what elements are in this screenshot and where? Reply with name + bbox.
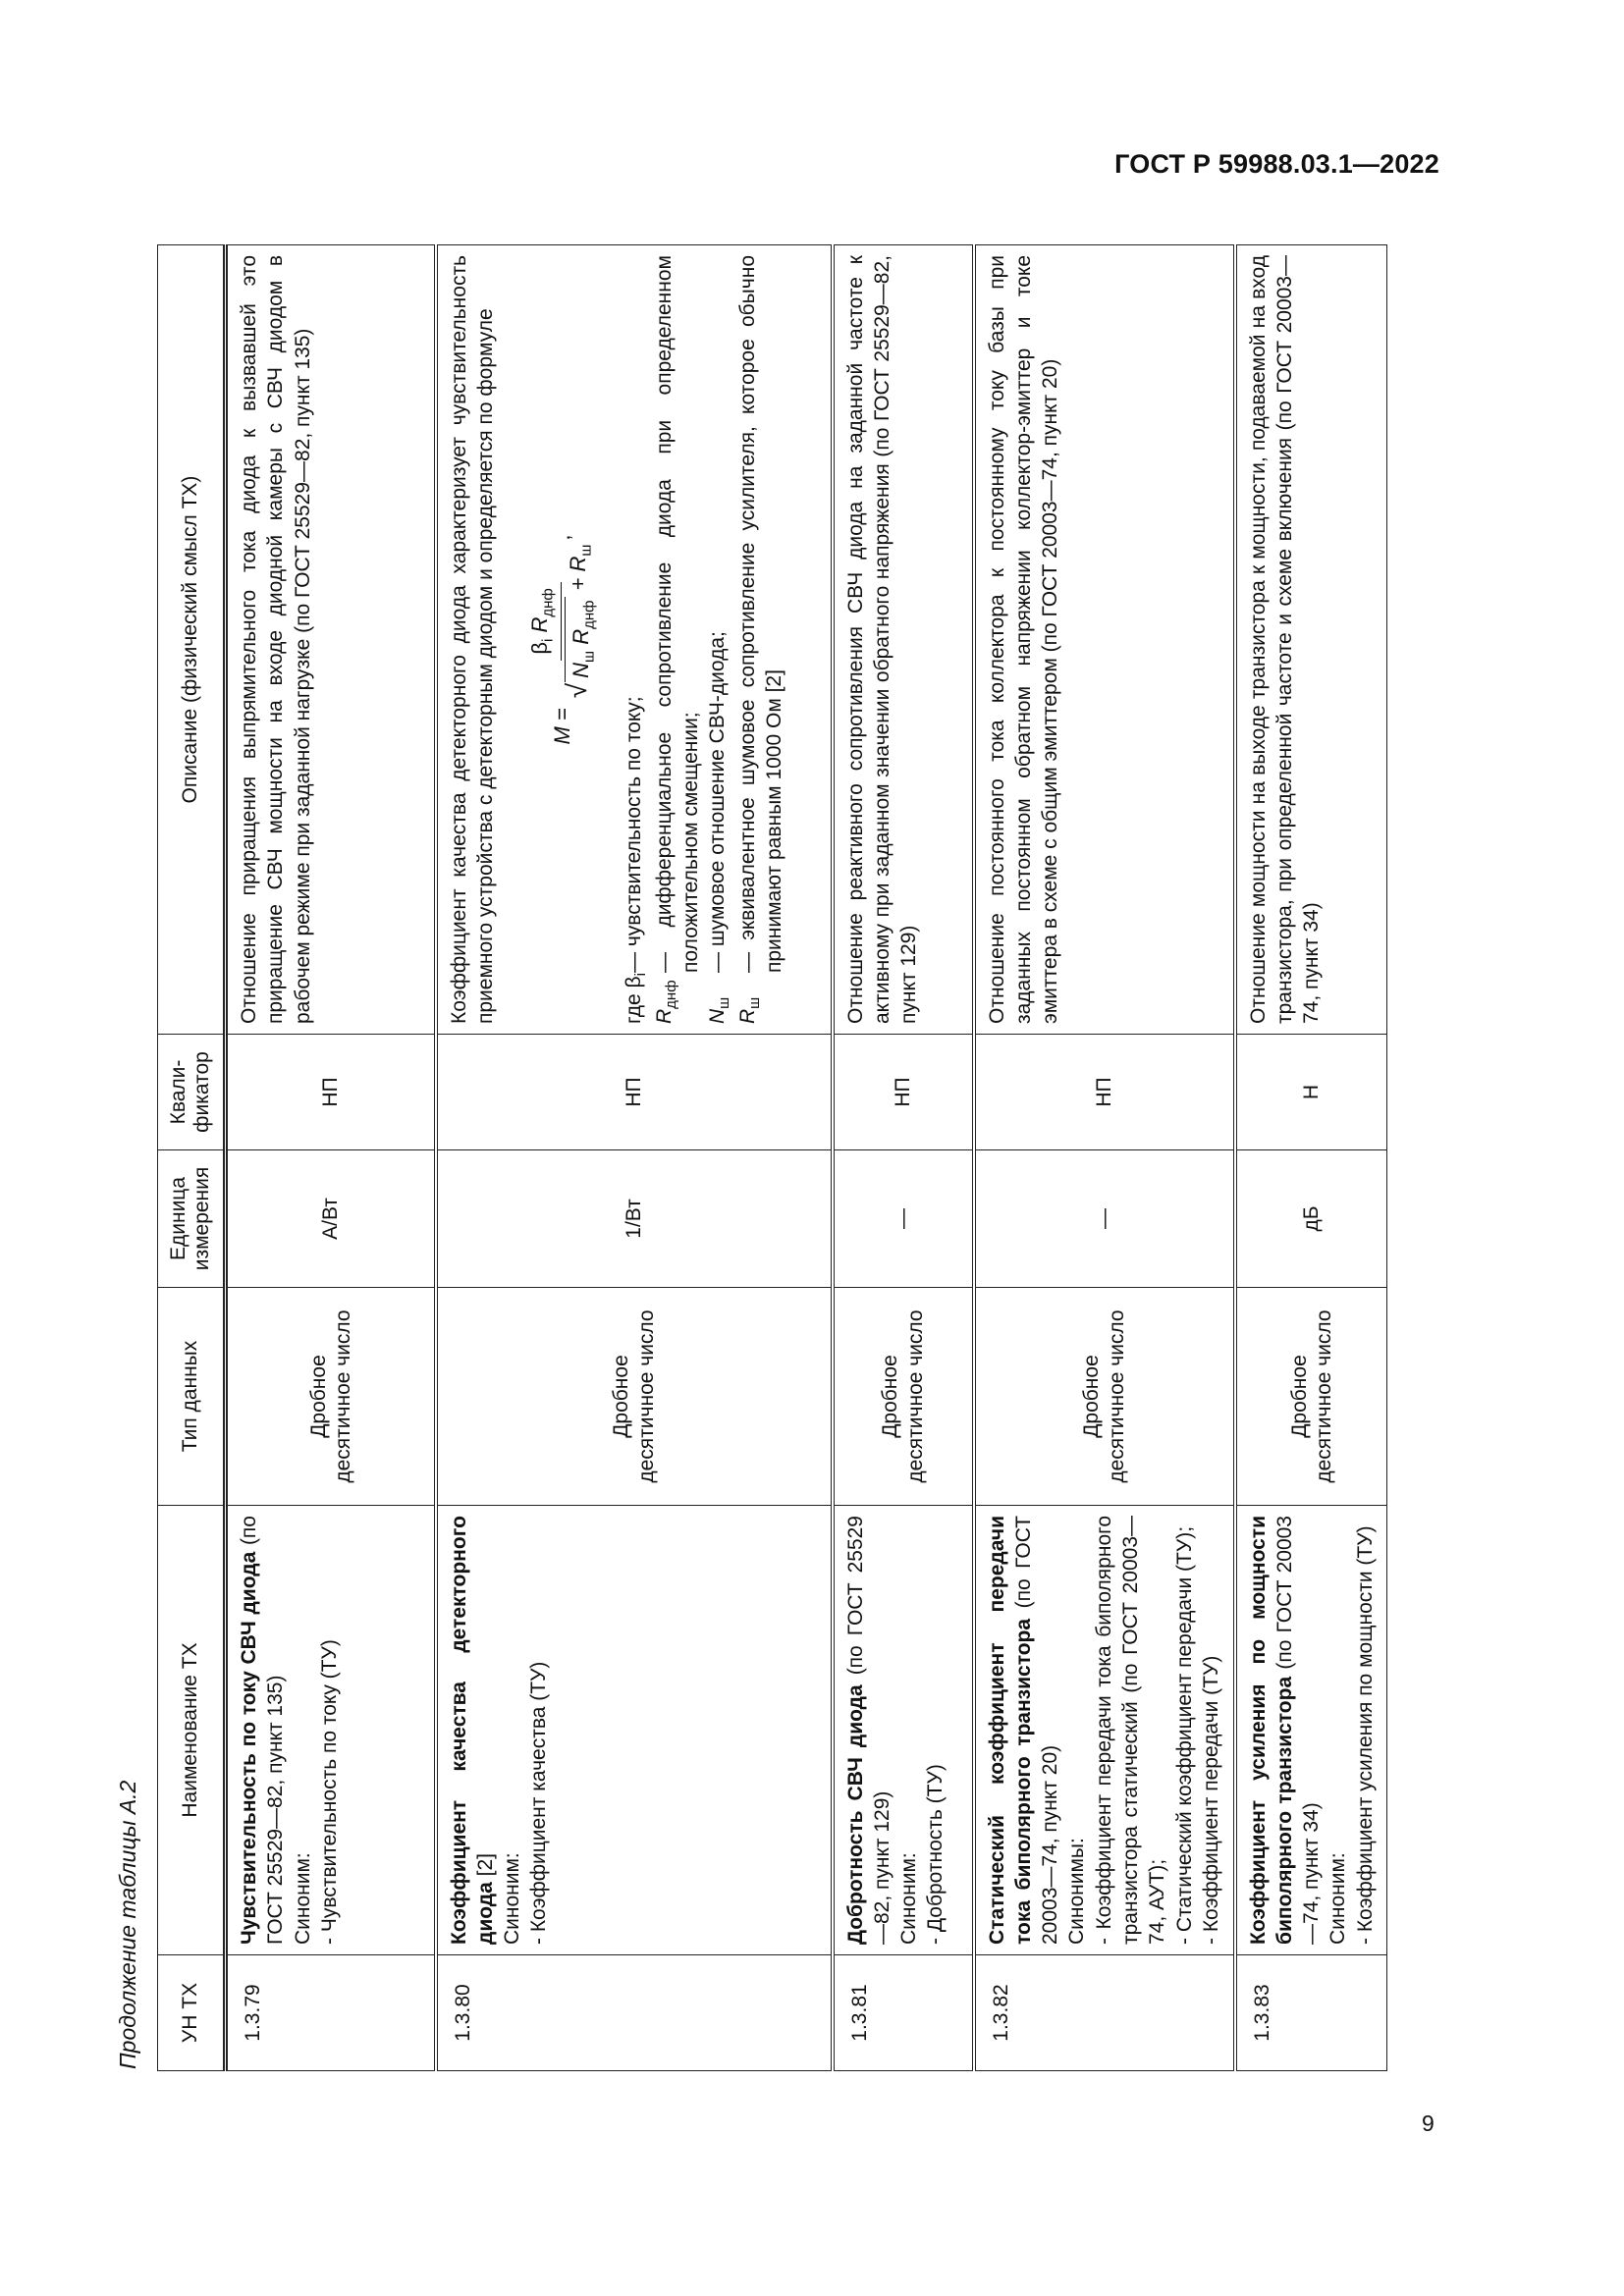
formula-denominator: √ $N_ш$ $R_{днф}$ + $R_ш$ bbox=[561, 544, 598, 699]
sqrt-icon: √ bbox=[561, 682, 592, 699]
term-name: Статический коэффициент передачи тока биполярного транзистора bbox=[985, 1516, 1035, 1945]
term-name: Добротность СВЧ диода bbox=[843, 1684, 867, 1945]
cell-name bbox=[974, 1506, 1235, 1955]
synonym-item: - Статический коэффициент передачи (ТУ); bbox=[1172, 1525, 1196, 1945]
cell-id: 1.3.79 bbox=[226, 1955, 436, 2071]
cell-unit: — bbox=[833, 1150, 974, 1288]
cell-unit: А/Вт bbox=[226, 1150, 436, 1288]
term-name: Коэффициент усиления по мощности биполярного транзистора bbox=[1246, 1516, 1296, 1945]
cell-name bbox=[1235, 1506, 1387, 1955]
cell-name bbox=[833, 1506, 974, 1955]
cell-name bbox=[436, 1506, 833, 1955]
cell-description: Отношение реактивного сопротивления СВЧ диода на заданной частоте к активному при заданном значении обратного напряжения (по ГОСТ 25529—82, пункт 129) bbox=[833, 245, 974, 1035]
cell-description: Отношение постоянного тока коллектора к постоянному току базы при заданных постоянном обратном напряжении коллектор-эмиттер и токе эмиттера в схеме с общим эмиттером (по ГОСТ 20003—74, пункт 20) bbox=[974, 245, 1235, 1035]
synonym-label: Синоним: bbox=[501, 1852, 524, 1945]
term-reference: (по ГОСТ 25529—82, пункт 129) bbox=[843, 1516, 893, 1945]
cell-qualifier: НП bbox=[436, 1035, 833, 1150]
cell-unit: дБ bbox=[1235, 1150, 1387, 1288]
col-header-id: УН ТХ bbox=[158, 1955, 226, 2071]
cell-qualifier: НП bbox=[833, 1035, 974, 1150]
cell-name bbox=[226, 1506, 436, 1955]
synonym-item: - Коэффициент усиления по мощности (ТУ) bbox=[1353, 1525, 1377, 1945]
term-reference: (по ГОСТ 25529—82, пункт 135) bbox=[238, 1516, 288, 1945]
synonym-item: - Чувствительность по току (ТУ) bbox=[317, 1639, 341, 1945]
cell-unit: 1/Вт bbox=[436, 1150, 833, 1288]
cell-id: 1.3.82 bbox=[974, 1955, 1235, 2071]
formula-lhs: M = bbox=[549, 708, 574, 745]
col-header-qualifier: Квали-фикатор bbox=[158, 1035, 226, 1150]
rotated-table-block bbox=[98, 245, 1473, 2071]
term-reference: (по ГОСТ 20003—74, пункт 34) bbox=[1272, 1516, 1324, 1945]
synonym-item: - Коэффициент передачи тока биполярного транзистора статический (по ГОСТ 20003—74, АУТ); bbox=[1092, 1516, 1169, 1945]
table-row bbox=[226, 245, 436, 2071]
cell-type: Дробное десятичное число bbox=[436, 1288, 833, 1506]
cell-unit: — bbox=[974, 1150, 1235, 1288]
cell-description: Отношение приращения выпрямительного тока диода к вызвавшей это приращение СВЧ мощности на входе диодной камеры с СВЧ диодом в рабочем режиме при заданной нагрузке (по ГОСТ 25529—82, пункт 135) bbox=[226, 245, 436, 1035]
cell-id: 1.3.83 bbox=[1235, 1955, 1387, 2071]
synonym-label: Синоним: bbox=[897, 1852, 921, 1945]
formula: M = $\beta_i$ $R_{днф}$ √ $N_ш$ $R_{днф}$ + $R_ш$ , bbox=[527, 534, 598, 745]
col-header-name: Наименование ТХ bbox=[158, 1506, 226, 1955]
synonym-label: Синоним: bbox=[1326, 1852, 1350, 1945]
cell-qualifier: Н bbox=[1235, 1035, 1387, 1150]
cell-type: Дробное десятичное число bbox=[974, 1288, 1235, 1506]
cell-id: 1.3.81 bbox=[833, 1955, 974, 2071]
term-name: Чувствительность по току СВЧ диода bbox=[238, 1551, 260, 1945]
table-header-row bbox=[158, 245, 226, 2071]
cell-qualifier: НП bbox=[226, 1035, 436, 1150]
col-header-type: Тип данных bbox=[158, 1288, 226, 1506]
term-reference: (по ГОСТ 20003—74, пункт 20) bbox=[1011, 1516, 1062, 1945]
term-reference: [2] bbox=[473, 1853, 497, 1883]
cell-description bbox=[436, 245, 833, 1035]
document-code: ГОСТ Р 59988.03.1—2022 bbox=[1114, 149, 1439, 179]
synonym-item: - Коэффициент качества (ТУ) bbox=[527, 1661, 551, 1945]
cell-qualifier: НП bbox=[974, 1035, 1235, 1150]
formula-numerator: $\beta_i$ $R_{днф}$ bbox=[526, 582, 562, 660]
cell-type: Дробное десятичное число bbox=[833, 1288, 974, 1506]
col-header-unit: Единица измерения bbox=[158, 1150, 226, 1288]
table-row bbox=[1235, 245, 1387, 2071]
cell-description: Отношение мощности на выходе транзистора к мощности, подаваемой на вход транзистора, при определенной частоте и схеме включения (по ГОСТ 20003—74, пункт 34) bbox=[1235, 245, 1387, 1035]
where-item: $R_{днф}$ — дифференциальное сопротивление диода при определенном положительном смещении; bbox=[652, 255, 702, 1024]
characteristics-table bbox=[157, 244, 1387, 2071]
term-name: Коэффициент качества детекторного диода bbox=[447, 1516, 497, 1945]
synonym-label: Синоним: bbox=[291, 1852, 314, 1945]
table-row bbox=[833, 245, 974, 2071]
table-caption: Продолжение таблицы А.2 bbox=[114, 1780, 140, 2069]
where-item: $N_ш$ — шумовое отношение СВЧ-диода; bbox=[706, 631, 733, 1024]
synonym-item: - Коэффициент передачи (ТУ) bbox=[1199, 1655, 1222, 1945]
cell-type: Дробное десятичное число bbox=[1235, 1288, 1387, 1506]
synonym-label: Синонимы: bbox=[1065, 1838, 1089, 1945]
where-item: где $\beta_i$ — чувствительность по току; bbox=[622, 696, 650, 1024]
table-row bbox=[436, 245, 833, 2071]
col-header-description: Описание (физический смысл ТХ) bbox=[158, 245, 226, 1035]
formula-fraction bbox=[526, 545, 599, 699]
cell-type: Дробное десятичное число bbox=[226, 1288, 436, 1506]
where-item: $R_ш$ — эквивалентное шумовое сопротивление усилителя, которое обычно принимают равным 1000 Ом [2] bbox=[735, 255, 786, 1024]
synonym-item: - Добротность (ТУ) bbox=[924, 1764, 947, 1945]
page-number: 9 bbox=[1422, 2110, 1435, 2136]
table-row bbox=[974, 245, 1235, 2071]
description-text: Коэффициент качества детекторного диода характеризует чувствительность приемного устройства с детекторным диодом и определяется по формуле bbox=[447, 255, 497, 1024]
cell-id: 1.3.80 bbox=[436, 1955, 833, 2071]
